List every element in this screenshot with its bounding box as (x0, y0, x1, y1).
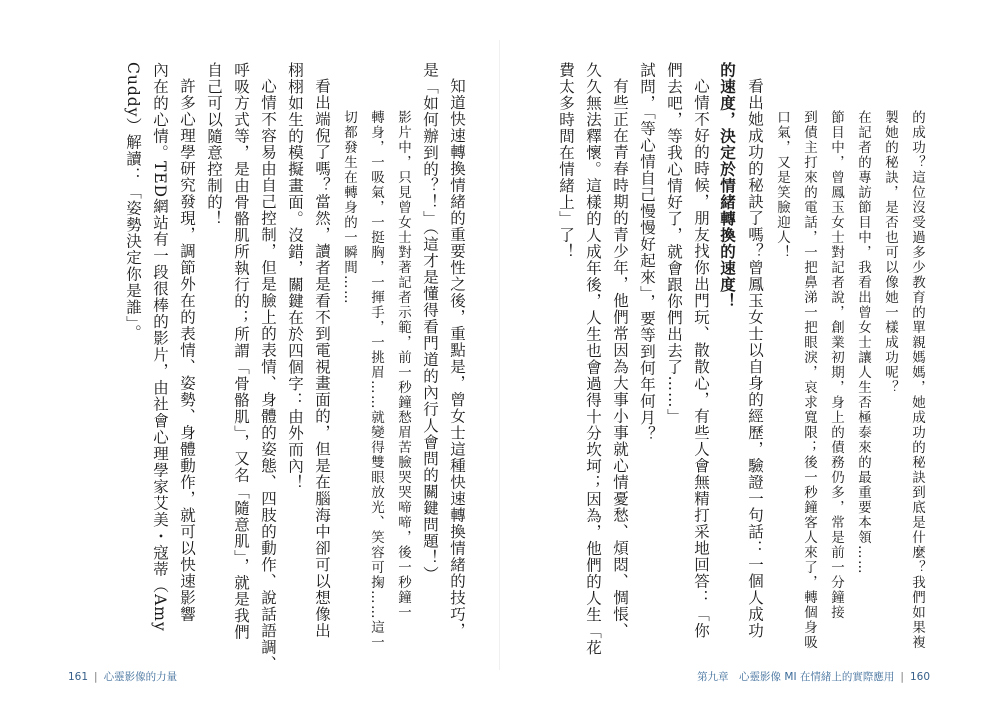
page-number-right: 160 (909, 671, 930, 683)
text-column: 自己可以隨意控制的！ (205, 62, 223, 227)
text-column: 切都發生在轉身的一瞬間…… (341, 110, 357, 305)
text-column: 許多心理學研究發現，調節外在的表情、姿勢、身體動作，就可以快速影響 (178, 78, 196, 623)
text-column: 是「如何辦到的？！」（這才是懂得看門道的內行人會問的關鍵問題！） (421, 62, 439, 583)
text-column: 到債主打來的電話，一把鼻涕一把眼淚，哀求寬限；後一秒鐘客人來了，轉個身吸 (801, 110, 817, 650)
gutter (499, 40, 500, 670)
chapter-title: 第九章 心靈影像 MI 在情緒上的實際應用 (697, 671, 895, 683)
text-column: 們去吧，等我心情好了，就會跟你們出去了……」 (665, 62, 683, 425)
text-column: 看出她成功的秘訣了嗎？曾鳳玉女士以自身的經歷，驗證一句話：一個人成功 (746, 78, 764, 639)
text-column: 製她的秘訣，是否也可以像她一樣成功呢？ (882, 110, 898, 395)
text-column: 內在的心情。TED網站有一段很棒的影片，由社會心理學家艾美・寇蒂（Amy (151, 62, 169, 632)
text-column: Cuddy）解讀：「姿勢決定你是誰」。 (124, 62, 142, 341)
footer-left (68, 669, 177, 684)
text-column: 久久無法釋懷。這樣的人成年後，人生也會過得十分坎坷；因為，他們的人生「花 (584, 62, 602, 656)
text-column: 試問，「等心情自己慢慢好起來」，要等到何年何月？ (638, 62, 656, 443)
text-column: 栩栩如生的模擬畫面。沒錯，關鍵在於四個字：由外而內！ (286, 62, 304, 491)
text-column: 知道快速轉換情緒的重要性之後，重點是，曾女士這種快速轉換情緒的技巧， (448, 78, 466, 639)
book-title: 心靈影像的力量 (103, 671, 178, 683)
left-page (68, 62, 470, 672)
text-column: 節目中，曾鳳玉女士對記者說，創業初期，身上的債務仍多，常是前一分鐘接 (828, 110, 844, 620)
text-column: 口氣，又是笑臉迎人！ (774, 110, 790, 260)
text-column: 有些正在青春時期的青少年，他們常因為大事小事就心情憂愁、煩悶、惆悵、 (611, 78, 629, 639)
text-column: 的速度，決定於情緒轉換的速度！ (718, 62, 737, 310)
right-page (522, 62, 930, 662)
text-column: 費太多時間在情緒上」了！ (557, 62, 575, 260)
text-column: 心情不好的時候，朋友找你出門玩、散散心，有些人會無精打采地回答：「你 (692, 78, 710, 639)
text-column: 的成功？這位沒受過多少教育的單親媽媽，她成功的秘訣到底是什麼？我們如果複 (909, 110, 925, 650)
footer-right (697, 669, 930, 684)
text-column: 看出端倪了嗎？當然，讀者是看不到電視畫面的，但是在腦海中卻可以想像出 (313, 78, 331, 639)
footer-separator: | (900, 671, 904, 683)
text-column: 在記者的專訪節目中，我看出曾女士讓人生否極泰來的最重要本領…… (855, 110, 871, 575)
text-column: 呼吸方式等，是由骨骼肌所執行的；所謂「骨骼肌」，又名「隨意肌」，就是我們 (232, 62, 250, 641)
footer-separator: | (94, 671, 98, 683)
text-column: 心情不容易由自己控制，但是臉上的表情、身體的姿態、四肢的動作、說話語調、 (259, 78, 277, 672)
text-column: 影片中，只見曾女士對著記者示範，前一秒鐘愁眉苦臉哭哭啼啼，後一秒鐘一 (395, 110, 411, 620)
page-number-left: 161 (68, 671, 89, 683)
text-column: 轉身，一吸氣，一挺胸，一揮手，一挑眉……就變得雙眼放光、笑容可掬……這一 (368, 110, 384, 650)
